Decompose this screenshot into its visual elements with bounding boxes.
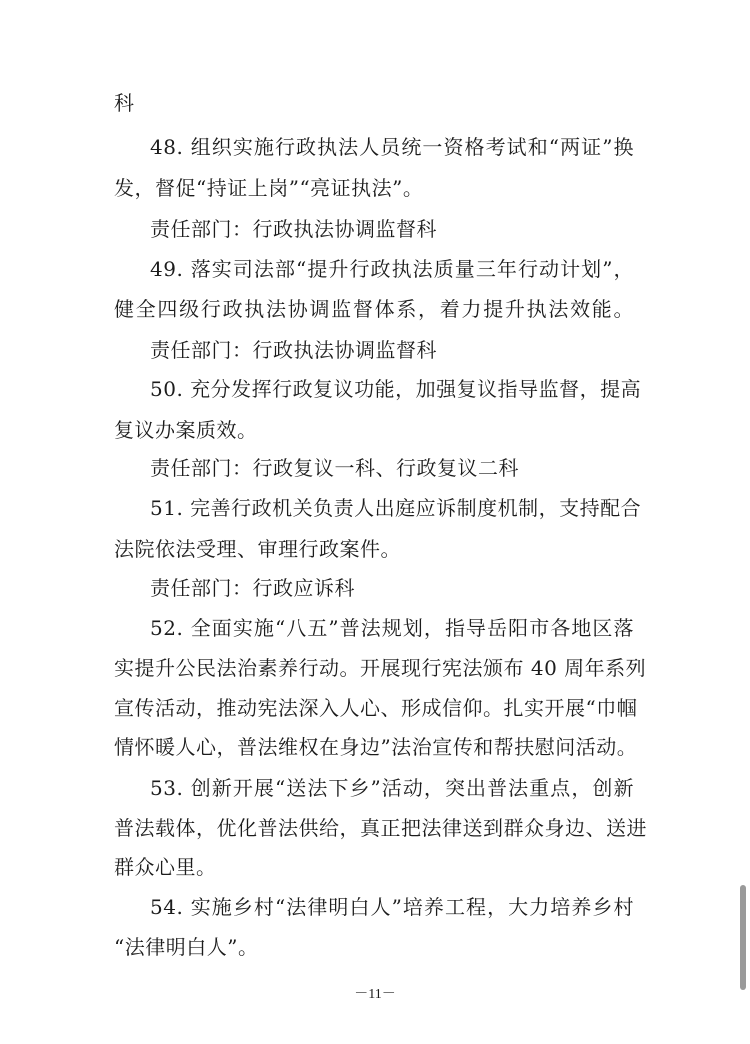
item-52-line-4: 情怀暖人心，普法维权在身边”法治宣传和帮扶慰问活动。 bbox=[114, 735, 638, 759]
item-50-line-2: 复议办案质效。 bbox=[114, 418, 258, 442]
item-54-line-1: 54. 实施乡村“法律明白人”培养工程，大力培养乡村 bbox=[150, 895, 634, 919]
item-48-responsible-dept: 责任部门：行政执法协调监督科 bbox=[150, 217, 437, 241]
item-51-line-2: 法院依法受理、审理行政案件。 bbox=[114, 537, 401, 561]
item-53-line-1: 53. 创新开展“送法下乡”活动，突出普法重点，创新 bbox=[150, 776, 634, 800]
item-52-line-3: 宣传活动，推动宪法深入人心、形成信仰。扎实开展“巾帼 bbox=[114, 696, 638, 720]
item-48-line-2: 发，督促“持证上岗”“亮证执法”。 bbox=[114, 176, 424, 200]
item-53-line-3: 群众心里。 bbox=[114, 855, 217, 879]
item-51-responsible-dept: 责任部门：行政应诉科 bbox=[150, 576, 355, 600]
item-49-line-1: 49. 落实司法部“提升行政执法质量三年行动计划”， bbox=[150, 257, 634, 281]
scrollbar-thumb[interactable] bbox=[740, 885, 746, 990]
item-49-responsible-dept: 责任部门：行政执法协调监督科 bbox=[150, 338, 437, 362]
item-51-line-1: 51. 完善行政机关负责人出庭应诉制度机制，支持配合 bbox=[150, 496, 642, 520]
item-54-line-2: “法律明白人”。 bbox=[114, 935, 259, 959]
item-50-line-1: 50. 充分发挥行政复议功能，加强复议指导监督，提高 bbox=[150, 377, 642, 401]
page-number: －11－ bbox=[354, 987, 396, 1002]
item-52-line-1: 52. 全面实施“八五”普法规划，指导岳阳市各地区落 bbox=[150, 616, 634, 640]
text-line: 科 bbox=[114, 91, 135, 115]
item-48-line-1: 48. 组织实施行政执法人员统一资格考试和“两证”换 bbox=[150, 135, 634, 159]
item-50-responsible-dept: 责任部门：行政复议一科、行政复议二科 bbox=[150, 456, 519, 480]
item-49-line-2: 健全四级行政执法协调监督体系，着力提升执法效能。 bbox=[114, 297, 634, 321]
item-52-line-2: 实提升公民法治素养行动。开展现行宪法颁布 40 周年系列 bbox=[114, 656, 647, 680]
item-53-line-2: 普法载体，优化普法供给，真正把法律送到群众身边、送进 bbox=[114, 816, 647, 840]
